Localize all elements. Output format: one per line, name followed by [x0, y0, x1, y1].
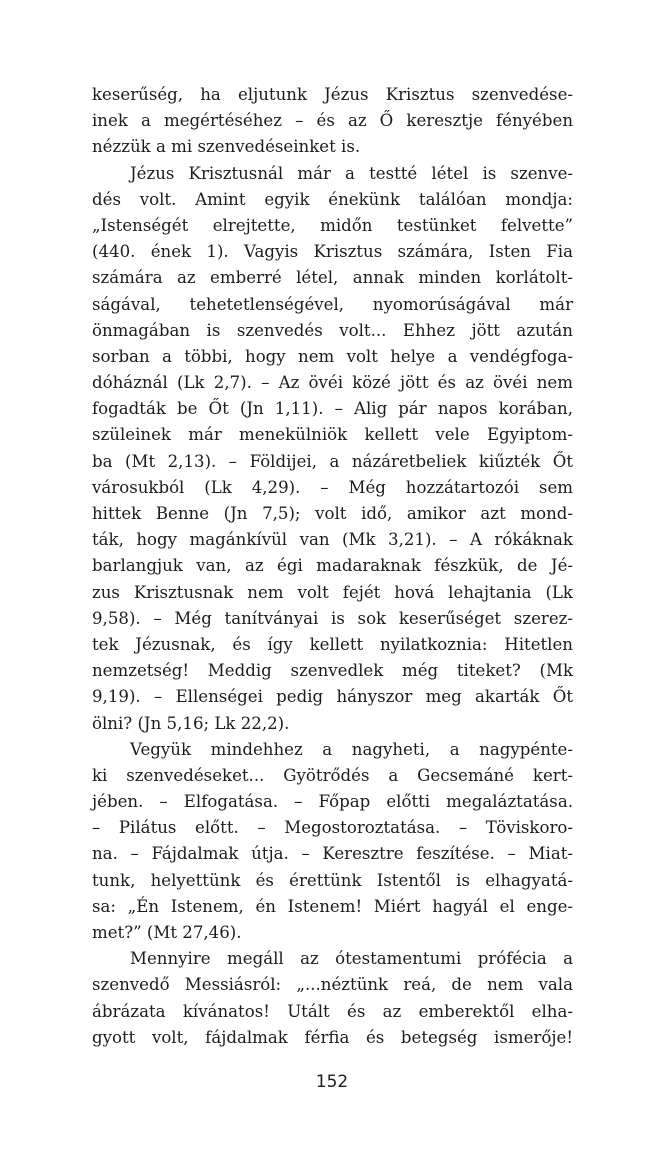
text-line: (440. ének 1). Vagyis Krisztus számára, Isten Fia — [92, 242, 573, 262]
text-line: önmagában is szenvedés volt... Ehhez jött azután — [92, 320, 573, 340]
text-line: nézzük a mi szenvedéseinket is. — [92, 137, 361, 157]
text-line: keserűség, ha eljutunk Jézus Krisztus szenvedése- — [92, 85, 573, 104]
text-line: fogadták be Őt (Jn 1,11). – Alig pár napos korában, — [92, 399, 573, 419]
text-line: inek a megértéséhez – és az Ő keresztje fényében — [92, 111, 573, 131]
text-line: számára az emberré létel, annak minden korlátolt- — [92, 268, 573, 288]
text-line: „Istenségét elrejtette, midőn testünket felvette” — [92, 215, 573, 235]
text-line: na. – Fájdalmak útja. – Keresztre feszítése. – Miat- — [92, 844, 573, 864]
text-line: 9,19). – Ellenségei pedig hányszor meg akarták Őt — [92, 687, 573, 707]
text-line: ki szenvedéseket... Gyötrődés a Gecsemáné kert- — [92, 765, 573, 785]
text-line: városukból (Lk 4,29). – Még hozzátartozói sem — [92, 477, 573, 497]
text-line: 9,58). – Még tanítványai is sok keserűséget szerez- — [92, 608, 573, 628]
text-line: tunk, helyettünk és érettünk Istentől is elhagyatá- — [92, 870, 573, 890]
text-line: szenvedő Messiásról: „...néztünk reá, de nem vala — [92, 975, 573, 995]
text-line: szüleinek már menekülniök kellett vele Egyiptom- — [92, 425, 573, 445]
text-line: jében. – Elfogatása. – Főpap előtti megaláztatása. — [92, 792, 573, 812]
text-line: nemzetség! Meddig szenvedlek még titeket? (Mk — [92, 661, 573, 681]
text-line: ábrázata kívánatos! Utált és az emberektől elha- — [92, 1001, 573, 1021]
text-line: ölni? (Jn 5,16; Lk 22,2). — [92, 713, 290, 733]
text-line: Vegyük mindehhez a nagyheti, a nagypénte- — [130, 739, 573, 759]
page-number: 152 — [315, 1072, 349, 1092]
text-line: zus Krisztusnak nem volt fejét hová lehajtania (Lk — [92, 582, 573, 602]
body-text — [92, 82, 573, 1051]
text-line: Jézus Krisztusnál már a testté létel is szenve- — [130, 163, 573, 183]
text-line: tek Jézusnak, és így kellett nyilatkoznia: Hitetlen — [92, 634, 573, 654]
text-line: sa: „Én Istenem, én Istenem! Miért hagyál el enge- — [92, 896, 573, 916]
text-line: hittek Benne (Jn 7,5); volt idő, amikor azt mond- — [92, 504, 573, 523]
text-line: ba (Mt 2,13). – Földijei, a názáretbeliek kiűzték Őt — [92, 451, 573, 471]
text-line: dóháznál (Lk 2,7). – Az övéi közé jött és az övéi nem — [92, 373, 573, 393]
text-line: dés volt. Amint egyik énekünk találóan mondja: — [92, 189, 573, 209]
text-line: Mennyire megáll az ótestamentumi prófécia a — [130, 949, 573, 969]
text-line: – Pilátus előtt. – Megostoroztatása. – Töviskoro- — [92, 818, 573, 838]
text-line: sorban a többi, hogy nem volt helye a vendégfoga- — [92, 346, 573, 366]
text-line: ták, hogy magánkívül van (Mk 3,21). – A rókáknak — [92, 530, 573, 550]
text-line: met?” (Mt 27,46). — [92, 923, 242, 942]
text-line: barlangjuk van, az égi madaraknak fészkük, de Jé- — [92, 556, 573, 576]
text-line: gyott volt, fájdalmak férfia és betegség ismerője! — [92, 1027, 573, 1047]
text-line: ságával, tehetetlenségével, nyomorúságával már — [92, 294, 573, 314]
